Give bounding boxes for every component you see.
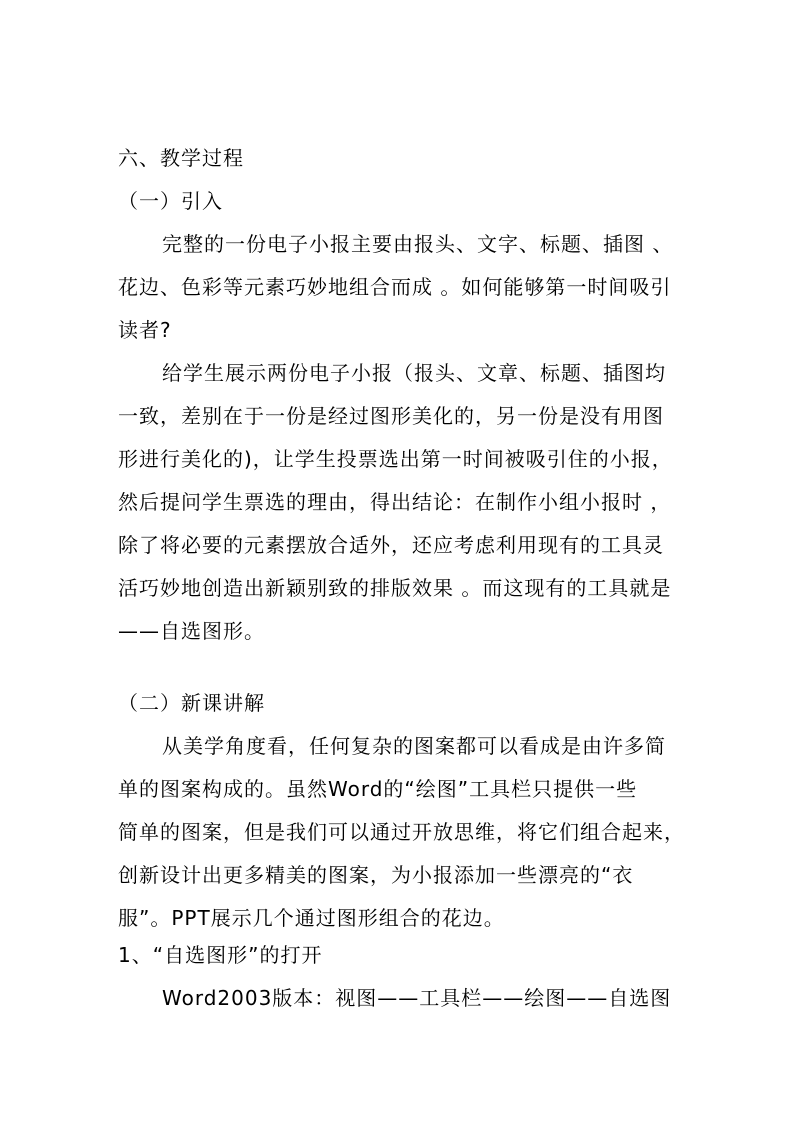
paragraph-line: 除了将必要的元素摆放合适外，还应考虑利用现有的工具灵 <box>118 533 664 557</box>
paragraph-line: 活巧妙地创造出新颖别致的排版效果 。而这现有的工具就是 <box>118 576 672 600</box>
subsection-title-intro: （一）引入 <box>118 189 223 213</box>
paragraph-line: 服”。PPT展示几个通过图形组合的花边。 <box>118 906 505 930</box>
paragraph-line: 简单的图案，但是我们可以通过开放思维，将它们组合起来， <box>118 820 685 844</box>
paragraph-line: 花边、色彩等元素巧妙地组合而成 。如何能够第一时间吸引 <box>118 275 672 299</box>
subsection-title-lesson: （二）新课讲解 <box>118 691 265 715</box>
paragraph-line: 给学生展示两份电子小报（报头、文章、标题、插图均 <box>162 361 666 385</box>
section-heading: 六、教学过程 <box>118 146 244 170</box>
paragraph-line: 从美学角度看，任何复杂的图案都可以看成是由许多简 <box>162 734 666 758</box>
paragraph-line: ——自选图形。 <box>118 619 265 643</box>
paragraph-line: 一致，差别在于一份是经过图形美化的，另一份是没有用图 <box>118 404 664 428</box>
paragraph-line: 然后提问学生票选的理由，得出结论：在制作小组小报时 ， <box>118 490 672 514</box>
paragraph-line: 形进行美化的)，让学生投票选出第一时间被吸引住的小报， <box>118 447 673 471</box>
paragraph-line: 单的图案构成的。虽然Word的“绘图”工具栏只提供一些 <box>118 777 638 801</box>
item-title: 1、“自选图形”的打开 <box>118 943 323 967</box>
paragraph-line: 创新设计出更多精美的图案，为小报添加一些漂亮的“衣 <box>118 863 634 887</box>
paragraph-line: Word2003版本：视图——工具栏——绘图——自选图 <box>162 986 672 1010</box>
paragraph-line: 完整的一份电子小报主要由报头、文字、标题、插图 、 <box>162 232 674 256</box>
paragraph-line: 读者? <box>118 318 172 342</box>
